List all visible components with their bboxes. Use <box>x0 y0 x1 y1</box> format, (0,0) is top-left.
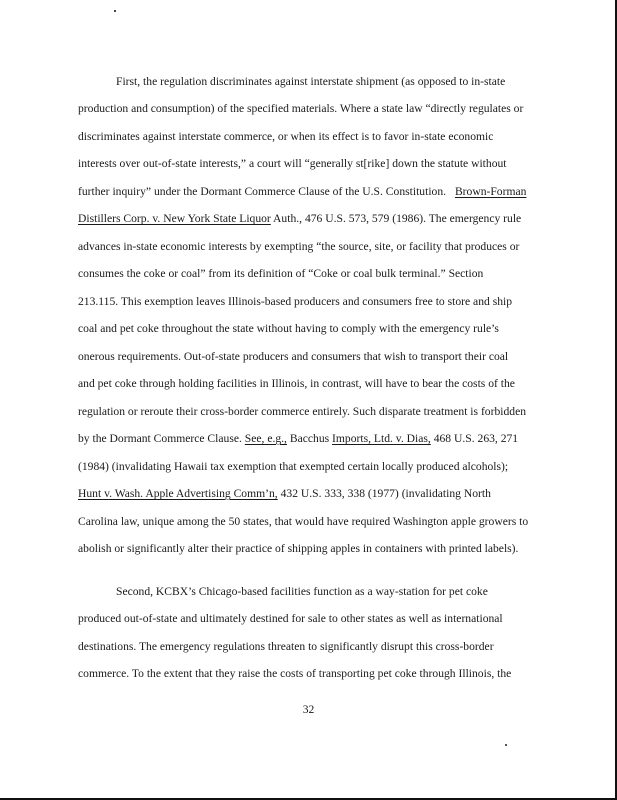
text-line: First, the regulation discriminates against interstate shipment (as opposed to in-state <box>116 75 506 88</box>
text-span: 468 U.S. 263, 271 <box>430 432 519 445</box>
text-line: and pet coke through holding facilities in Illinois, in contrast, will have to bear the costs of the <box>78 377 515 390</box>
case-citation: Hunt v. Wash. Apple Advertising Comm’n, <box>78 487 278 500</box>
text-line: interests over out-of-state interests,” a court will “generally st[rike] down the statute without <box>78 157 507 170</box>
text-span: Bacchus <box>286 432 333 445</box>
text-line <box>78 432 518 446</box>
text-line: destinations. The emergency regulations threaten to significantly disrupt this cross-border <box>78 640 494 653</box>
text-line: (1984) (invalidating Hawaii tax exemption that exempted certain locally produced alcohols); <box>78 460 509 473</box>
text-line: consumes the coke or coal” from its definition of “Coke or coal bulk terminal.” Section <box>78 267 484 280</box>
case-citation: Distillers Corp. v. New York State Liquor <box>78 212 271 225</box>
scan-speck <box>505 744 507 746</box>
scan-mark <box>114 10 116 12</box>
text-line: Carolina law, unique among the 50 states, that would have required Washington apple growers to <box>78 515 529 528</box>
text-line: onerous requirements. Out-of-state producers and consumers that wish to transport their coal <box>78 350 509 363</box>
case-citation: Brown-Forman <box>454 185 527 198</box>
text-line: Second, KCBX’s Chicago-based facilities function as a way-station for pet coke <box>116 585 488 598</box>
text-span: by the Dormant Commerce Clause. <box>78 432 245 445</box>
page-number: 32 <box>302 703 315 716</box>
signal-citation: See, e.g., <box>244 432 287 445</box>
case-citation: Imports, Ltd. v. Dias, <box>332 432 431 445</box>
text-line: 213.115. This exemption leaves Illinois-based producers and consumers free to store and ship <box>78 295 513 308</box>
text-span: 432 U.S. 333, 338 (1977) (invalidating North <box>277 487 491 500</box>
text-line: advances in-state economic interests by exempting “the source, site, or facility that produces or <box>78 240 520 253</box>
text-span: Auth., 476 U.S. 573, 579 (1986). The emergency rule <box>270 212 522 225</box>
text-line: commerce. To the extent that they raise the costs of transporting pet coke through Illinois, the <box>78 667 512 680</box>
text-line: coal and pet coke throughout the state without having to comply with the emergency rule’s <box>78 322 499 335</box>
text-line: regulation or reroute their cross-border commerce entirely. Such disparate treatment is forbidden <box>78 405 527 418</box>
text-line <box>78 185 526 199</box>
text-line: produced out-of-state and ultimately destined for sale to other states as well as international <box>78 612 503 625</box>
text-line <box>78 212 521 226</box>
text-span: further inquiry” under the Dormant Commerce Clause of the U.S. Constitution. <box>78 185 447 198</box>
text-line <box>78 487 491 501</box>
text-line: abolish or significantly alter their practice of shipping apples in containers with printed labels). <box>78 542 519 555</box>
text-line: production and consumption) of the specified materials. Where a state law “directly regulates or <box>78 102 524 115</box>
text-line: discriminates against interstate commerce, or when its effect is to favor in-state economic <box>78 130 494 143</box>
